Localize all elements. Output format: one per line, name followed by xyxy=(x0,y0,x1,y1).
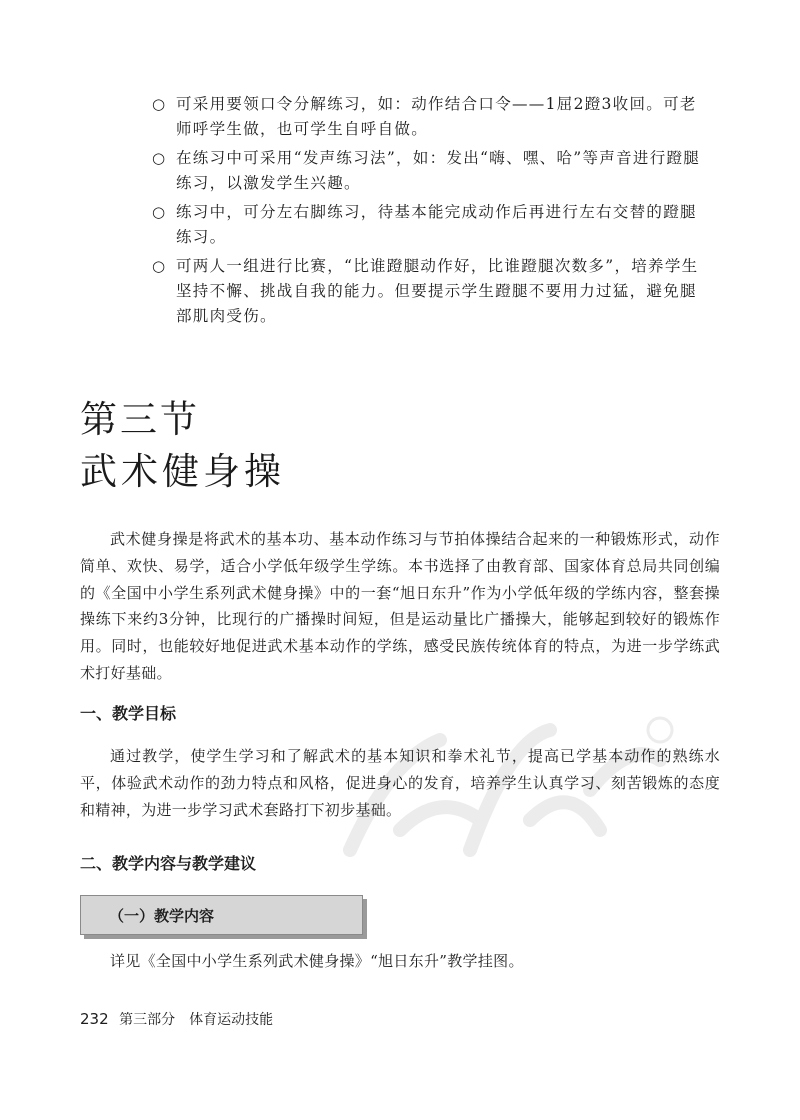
page-number: 232 xyxy=(80,1010,109,1028)
page-footer xyxy=(80,1008,273,1031)
content-heading: 二、教学内容与教学建议 xyxy=(80,854,257,873)
section-title: 武术健身操 xyxy=(80,450,285,493)
circle-bullet-icon: ○ xyxy=(152,203,167,221)
circle-bullet-icon: ○ xyxy=(152,149,167,167)
goals-paragraph: 通过教学，使学生学习和了解武术的基本知识和拳术礼节，提高已学基本动作的熟练水平，体验武术动作的劲力特点和风格，促进身心的发育，培养学生认真学习、刻苦锻炼的态度和精神，为进一步学习武术套路打下初步基础。 xyxy=(80,747,720,819)
bullet-item xyxy=(152,200,712,250)
part-title: 第三部分 体育运动技能 xyxy=(119,1012,274,1028)
bullet-text: 练习中，可分左右脚练习，待基本能完成动作后再进行左右交替的蹬腿练习。 xyxy=(176,203,697,246)
bullet-list xyxy=(152,92,712,333)
intro-paragraph: 武术健身操是将武术的基本功、基本动作练习与节拍体操结合起来的一种锻炼形式，动作简单、欢快、易学，适合小学低年级学生学练。本书选择了由教育部、国家体育总局共同创编的《全国中小学生系列武术健身操》中的一套“旭日东升”作为小学低年级的学练内容，整套操操练下来约3分钟，比现行的广播操时间短，但是运动量比广播操大，能够起到较好的锻炼作用。同时，也能较好地促进武术基本动作的学练，感受民族传统体育的特点，为进一步学练武术打好基础。 xyxy=(80,530,720,682)
circle-bullet-icon: ○ xyxy=(152,95,167,113)
subsection-label-box xyxy=(80,895,363,935)
bullet-item xyxy=(152,254,712,329)
content-paragraph: 详见《全国中小学生系列武术健身操》“旭日东升”教学挂图。 xyxy=(110,952,524,970)
bullet-item xyxy=(152,146,712,196)
section-number: 第三节 xyxy=(80,398,200,441)
bullet-text: 可采用要领口令分解练习，如：动作结合口令——1屈2蹬3收回。可老师呼学生做，也可学生自呼自做。 xyxy=(176,95,697,138)
bullet-text: 在练习中可采用“发声练习法”，如：发出“嗨、嘿、哈”等声音进行蹬腿练习，以激发学生兴趣。 xyxy=(176,149,701,192)
goals-heading: 一、教学目标 xyxy=(80,704,177,723)
circle-bullet-icon: ○ xyxy=(152,257,167,275)
bullet-item xyxy=(152,92,712,142)
subsection-label: （一）教学内容 xyxy=(109,907,215,925)
bullet-text: 可两人一组进行比赛，“比谁蹬腿动作好，比谁蹬腿次数多”，培养学生坚持不懈、挑战自我的能力。但要提示学生蹬腿不要用力过猛，避免腿部肌肉受伤。 xyxy=(176,257,699,325)
